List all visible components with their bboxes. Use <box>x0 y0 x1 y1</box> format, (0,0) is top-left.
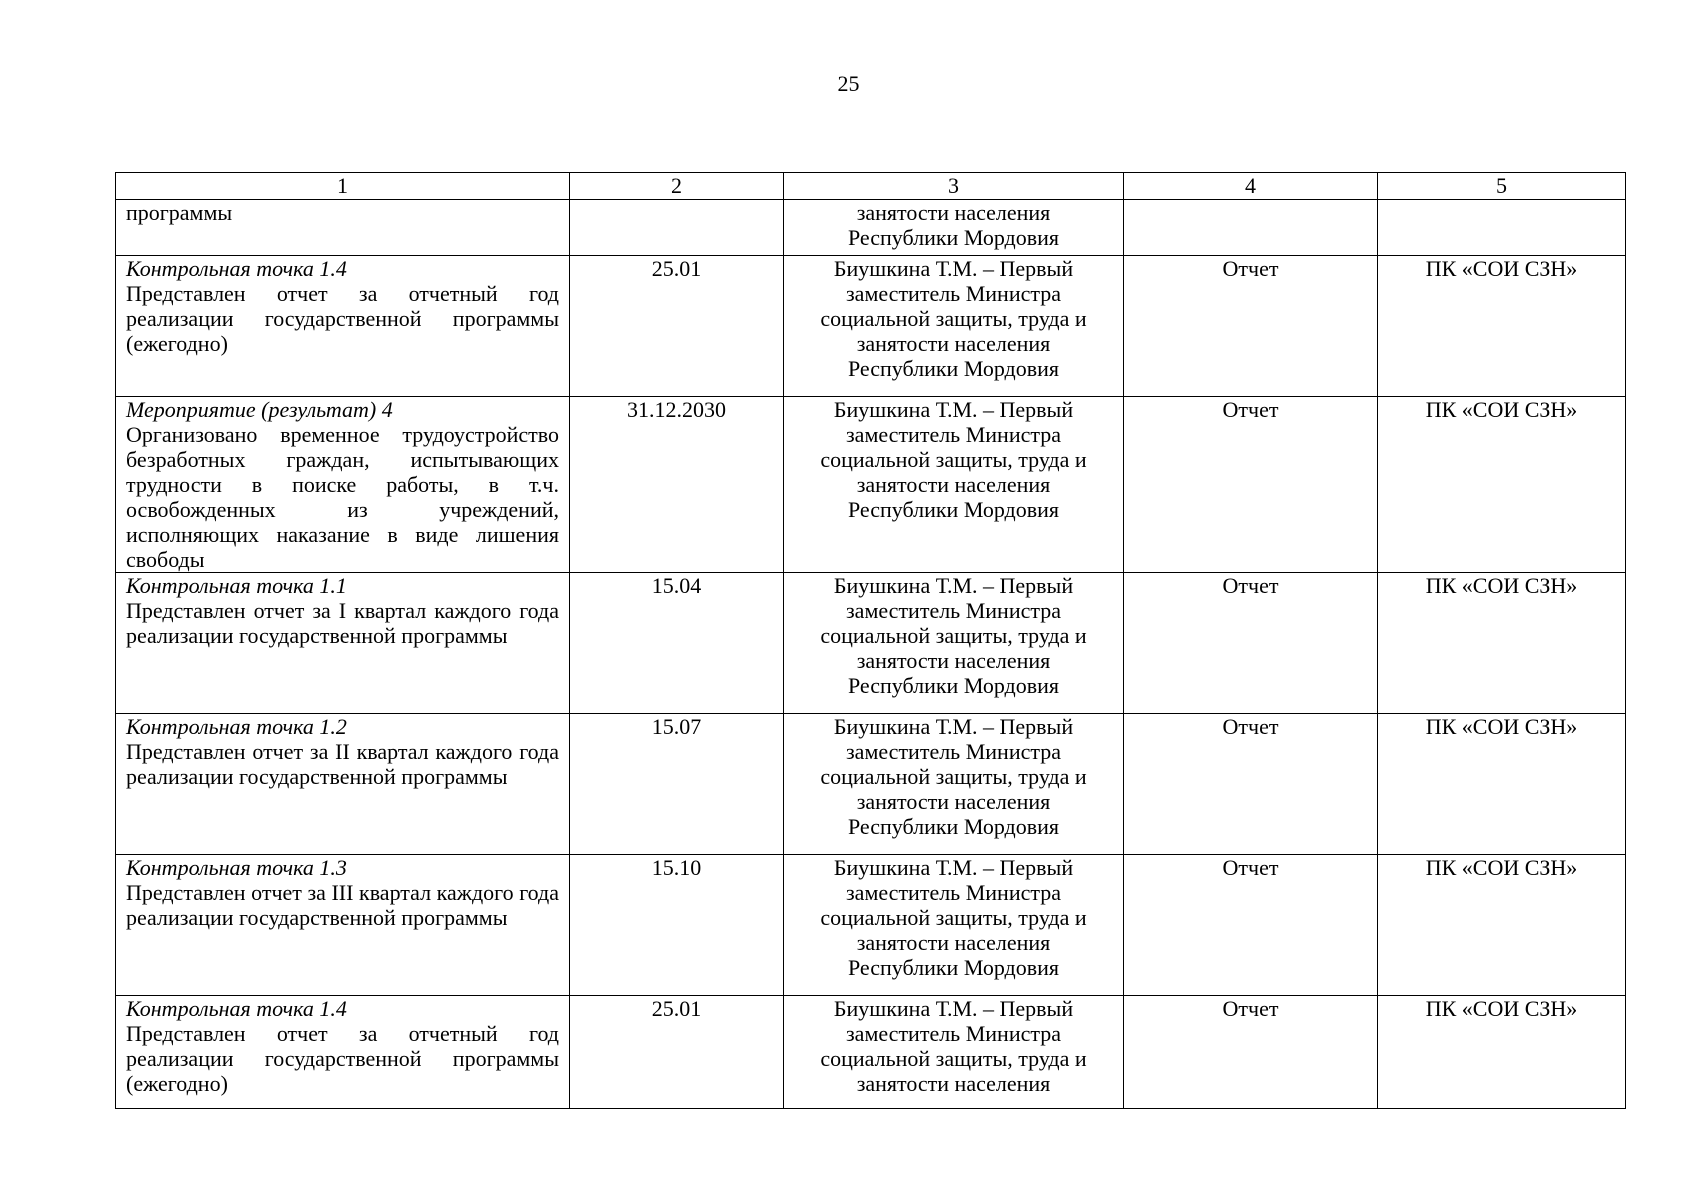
activity-cell <box>116 256 570 397</box>
info-system-cell: ПК «СОИ СЗН» <box>1378 573 1626 714</box>
document-type-cell <box>1124 200 1378 256</box>
responsible-cell <box>784 996 1124 1109</box>
document-type-cell: Отчет <box>1124 855 1378 996</box>
deadline-cell <box>570 200 784 256</box>
activity-cell <box>116 397 570 573</box>
activity-cell <box>116 573 570 714</box>
deadline-cell: 15.10 <box>570 855 784 996</box>
page-number: 25 <box>837 71 860 96</box>
activity-title: Контрольная точка 1.1 <box>126 573 347 598</box>
deadline-cell: 25.01 <box>570 996 784 1109</box>
activity-description: Представлен отчет за отчетный год реализации государственной программы (ежегодно) <box>126 281 559 356</box>
header-cell-1: 1 <box>116 173 570 200</box>
document-type-cell: Отчет <box>1124 573 1378 714</box>
responsible-text: занятости населения Республики Мордовия <box>847 200 1060 250</box>
activity-description: Представлен отчет за II квартал каждого года реализации государственной программы <box>126 739 559 789</box>
info-system-cell <box>1378 200 1626 256</box>
activity-cell <box>116 714 570 855</box>
document-type-cell: Отчет <box>1124 256 1378 397</box>
table-row <box>116 714 1626 855</box>
activity-cell <box>116 855 570 996</box>
deadline-cell: 15.07 <box>570 714 784 855</box>
responsible-text: Биушкина Т.М. – Первый заместитель Министра социальной защиты, труда и занятости населения Республики Мордовия <box>820 855 1087 980</box>
responsible-cell <box>784 855 1124 996</box>
responsible-text: Биушкина Т.М. – Первый заместитель Министра социальной защиты, труда и занятости населения <box>820 996 1087 1096</box>
responsible-text: Биушкина Т.М. – Первый заместитель Министра социальной защиты, труда и занятости населения Республики Мордовия <box>820 573 1087 698</box>
activity-description: Представлен отчет за I квартал каждого года реализации государственной программы <box>126 598 559 648</box>
document-type-cell: Отчет <box>1124 397 1378 573</box>
document-type-cell: Отчет <box>1124 996 1378 1109</box>
activity-title: Мероприятие (результат) 4 <box>126 397 393 422</box>
responsible-cell <box>784 397 1124 573</box>
activity-title: Контрольная точка 1.2 <box>126 714 347 739</box>
deadline-cell: 25.01 <box>570 256 784 397</box>
responsible-text: Биушкина Т.М. – Первый заместитель Министра социальной защиты, труда и занятости населения Республики Мордовия <box>820 714 1087 839</box>
responsible-cell <box>784 200 1124 256</box>
responsible-text: Биушкина Т.М. – Первый заместитель Министра социальной защиты, труда и занятости населения Республики Мордовия <box>820 397 1087 522</box>
table-row <box>116 855 1626 996</box>
header-cell-4: 4 <box>1124 173 1378 200</box>
header-cell-5: 5 <box>1378 173 1626 200</box>
activity-description: программы <box>126 200 233 225</box>
activity-description: Представлен отчет за III квартал каждого года реализации государственной программы <box>126 880 559 930</box>
document-type-cell: Отчет <box>1124 714 1378 855</box>
table-row <box>116 200 1626 256</box>
activity-cell <box>116 996 570 1109</box>
info-system-cell: ПК «СОИ СЗН» <box>1378 714 1626 855</box>
responsible-cell <box>784 714 1124 855</box>
schedule-table <box>115 172 1626 1109</box>
info-system-cell: ПК «СОИ СЗН» <box>1378 855 1626 996</box>
info-system-cell: ПК «СОИ СЗН» <box>1378 996 1626 1109</box>
table-row <box>116 397 1626 573</box>
activity-description: Представлен отчет за отчетный год реализации государственной программы (ежегодно) <box>126 1021 559 1096</box>
table-row <box>116 256 1626 397</box>
info-system-cell: ПК «СОИ СЗН» <box>1378 397 1626 573</box>
table-row <box>116 573 1626 714</box>
activity-title: Контрольная точка 1.3 <box>126 855 347 880</box>
responsible-text: Биушкина Т.М. – Первый заместитель Министра социальной защиты, труда и занятости населения Республики Мордовия <box>820 256 1087 381</box>
responsible-cell <box>784 573 1124 714</box>
table-row <box>116 996 1626 1109</box>
activity-description: Организовано временное трудоустройство безработных граждан, испытывающих трудности в поиске работы, в т.ч. освобожденных из учреждений, исполняющих наказание в виде лишения свободы <box>126 422 559 572</box>
header-row <box>116 173 1626 200</box>
activity-cell <box>116 200 570 256</box>
deadline-cell: 15.04 <box>570 573 784 714</box>
responsible-cell <box>784 256 1124 397</box>
deadline-cell: 31.12.2030 <box>570 397 784 573</box>
header-cell-2: 2 <box>570 173 784 200</box>
header-cell-3: 3 <box>784 173 1124 200</box>
activity-title: Контрольная точка 1.4 <box>126 996 347 1021</box>
activity-title: Контрольная точка 1.4 <box>126 256 347 281</box>
info-system-cell: ПК «СОИ СЗН» <box>1378 256 1626 397</box>
